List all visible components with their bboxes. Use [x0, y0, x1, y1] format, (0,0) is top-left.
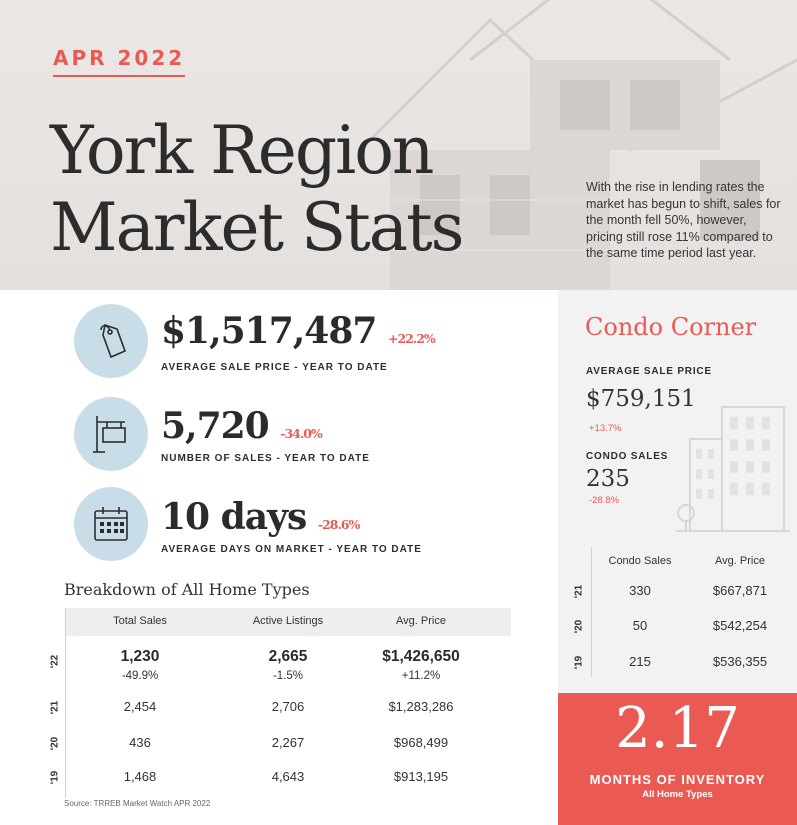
avg-sale-price-value: $1,517,487 +22.2%	[161, 310, 435, 352]
days-on-market-change: -28.6%	[317, 517, 360, 532]
condo-sales-change: -28.8%	[589, 495, 620, 506]
hero-banner	[0, 0, 797, 290]
number-of-sales-value: 5,720 -34.0%	[161, 405, 322, 447]
market-summary: With the rise in lending rates the market has begun to shift, sales for the month fell 50%, however, pricing still rose 11% compared to the same time period last year.	[586, 180, 781, 260]
year-label: '20	[49, 736, 61, 751]
buildings-icon	[676, 405, 790, 535]
report-date: APR 2022	[53, 46, 186, 70]
condo-sales-value: 235	[586, 466, 630, 492]
table-cell: $968,499	[393, 735, 449, 750]
condo-corner-title: Condo Corner	[585, 313, 757, 341]
table-cell: 1,468	[123, 769, 157, 784]
months-of-inventory-label: MONTHS OF INVENTORY	[589, 772, 766, 787]
col-header-avg-price: Avg. Price	[396, 615, 446, 627]
for-sale-sign-icon	[74, 397, 148, 471]
condo-table-divider	[591, 547, 592, 677]
table-cell: $536,355	[712, 654, 768, 669]
table-cell: $667,871	[712, 583, 768, 598]
page-title-line2: Market Stats	[50, 189, 463, 266]
table-cell: 330	[629, 583, 651, 598]
number-of-sales-change: -34.0%	[280, 426, 322, 441]
months-of-inventory-value: 2.17	[615, 696, 740, 761]
table-cell: 4,643	[271, 769, 305, 784]
table-cell: 50	[632, 618, 648, 633]
col-header-active-listings: Active Listings	[252, 615, 324, 627]
days-on-market-value: 10 days -28.6%	[161, 496, 360, 538]
table-cell: $542,254	[712, 618, 768, 633]
table-cell: 2,706	[271, 699, 305, 714]
table-cell-change: +11.2%	[401, 670, 441, 682]
number-of-sales-caption: NUMBER OF SALES - YEAR TO DATE	[161, 453, 370, 464]
col-header-condo-avg-price: Avg. Price	[715, 555, 765, 567]
year-label: '19	[49, 770, 61, 785]
table-cell: $913,195	[393, 769, 449, 784]
condo-sales-label: CONDO SALES	[586, 451, 669, 462]
price-tag-icon	[74, 304, 148, 378]
condo-avg-price-value: $759,151	[586, 386, 696, 412]
table-cell: $1,283,286	[388, 699, 454, 714]
breakdown-table-divider	[65, 608, 66, 798]
condo-avg-price-label: AVERAGE SALE PRICE	[586, 366, 712, 377]
col-header-total-sales: Total Sales	[113, 615, 167, 627]
table-cell: 2,665	[268, 648, 308, 665]
year-label: '21	[573, 584, 585, 599]
year-label: '21	[49, 700, 61, 715]
table-cell: $1,426,650	[382, 648, 460, 665]
source-note: Source: TRREB Market Watch APR 2022	[64, 799, 211, 808]
table-cell-change: -1.5%	[272, 670, 304, 682]
year-label: '19	[573, 655, 585, 670]
months-of-inventory-subtitle: All Home Types	[642, 789, 713, 800]
table-cell: 436	[129, 735, 151, 750]
condo-avg-price-change: +13.7%	[589, 423, 622, 434]
year-label: '22	[49, 654, 61, 669]
date-underline	[53, 75, 185, 77]
table-cell: 215	[629, 654, 651, 669]
col-header-condo-sales: Condo Sales	[608, 555, 672, 567]
avg-sale-price-caption: AVERAGE SALE PRICE - YEAR TO DATE	[161, 362, 388, 373]
table-cell: 2,267	[271, 735, 305, 750]
calendar-icon	[74, 487, 148, 561]
table-cell-change: -49.9%	[121, 670, 159, 682]
avg-sale-price-change: +22.2%	[388, 331, 435, 346]
table-cell: 1,230	[120, 648, 160, 665]
year-label: '20	[573, 619, 585, 634]
breakdown-title: Breakdown of All Home Types	[64, 580, 310, 599]
table-cell: 2,454	[123, 699, 157, 714]
page-title-line1: York Region	[50, 112, 433, 189]
days-on-market-caption: AVERAGE DAYS ON MARKET - YEAR TO DATE	[161, 544, 422, 555]
